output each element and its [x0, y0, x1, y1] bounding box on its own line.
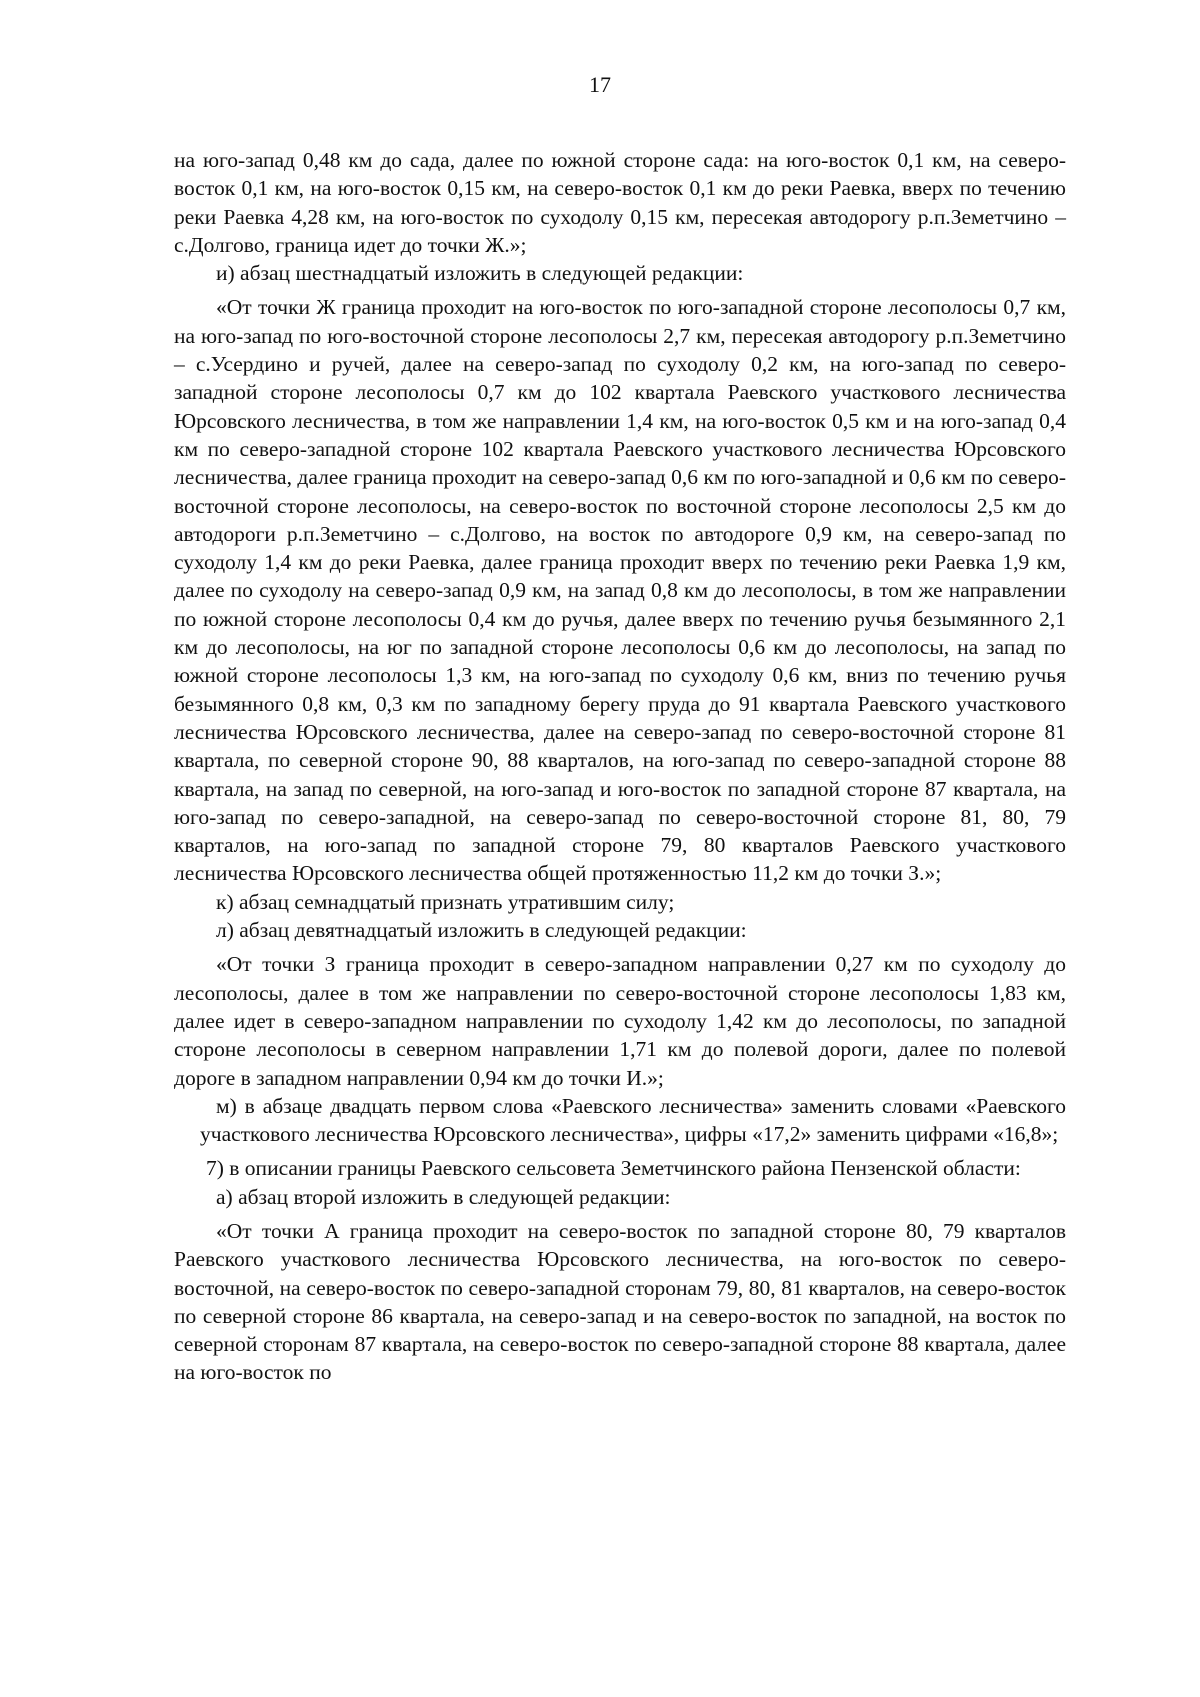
document-body	[174, 146, 1066, 1387]
paragraph-item-m: м) в абзаце двадцать первом слова «Раевского лесничества» заменить словами «Раевского участкового лесничества Юрсовского лесничества», цифры «17,2» заменить цифрами «16,8»;	[200, 1093, 1066, 1147]
paragraph-quote-zh: «От точки Ж граница проходит на юго-восток по юго-западной стороне лесополосы 0,7 км, на юго-запад по юго-восточной стороне лесополосы 2,7 км, пересекая автодорогу р.п.Земетчино – с.Усердино и ручей, далее на северо-запад по суходолу 0,2 км, на юго-запад по северо-западной стороне лесополосы 0,7 км до 102 квартала Раевского участкового лесничества Юрсовского лесничества, в том же направлении 1,4 км, на юго-восток 0,5 км и на юго-запад 0,4 км по северо-западной стороне 102 квартала Раевского участкового лесничества Юрсовского лесничества, далее граница проходит на северо-запад 0,6 км по юго-западной и 0,6 км по северо-восточной стороне лесополосы, на северо-восток по восточной стороне лесополосы 2,5 км до автодороги р.п.Земетчино – с.Долгово, на восток по автодороге 0,9 км, на северо-запад по суходолу 1,4 км до реки Раевка, далее граница проходит вверх по течению реки Раевка 1,9 км, далее по суходолу на северо-запад 0,9 км, на запад 0,8 км до лесополосы, в том же направлении по южной стороне лесополосы 0,4 км до ручья, далее вверх по течению ручья безымянного 2,1 км до лесополосы, на юг по западной стороне лесополосы 0,6 км до лесополосы, на запад по южной стороне лесополосы 1,3 км, на юго-запад по суходолу 0,6 км, вниз по течению ручья безымянного 0,8 км, 0,3 км по западному берегу пруда до 91 квартала Раевского участкового лесничества Юрсовского лесничества, далее на северо-запад по северо-восточной стороне 81 квартала, по северной стороне 90, 88 кварталов, на юго-запад по северо-западной стороне 88 квартала, на запад по северной, на юго-запад и юго-восток по западной стороне 87 квартала, на юго-запад по северо-западной, на северо-запад по северо-восточной стороне 81, 80, 79 кварталов, на юго-запад по западной стороне 79, 80 кварталов Раевского участкового лесничества Юрсовского лесничества общей протяженностью 11,2 км до точки З.»;	[174, 295, 1066, 886]
paragraph-quote-a: «От точки А граница проходит на северо-восток по западной стороне 80, 79 кварталов Раевского участкового лесничества Юрсовского лесничества, на юго-восток по северо-восточной, на северо-восток по северо-западной сторонам 79, 80, 81 кварталов, на северо-восток по северной стороне 86 квартала, на северо-запад и на северо-восток по западной, на восток по северной сторонам 87 квартала, на северо-восток по северо-западной стороне 88 квартала, далее на юго-восток по	[174, 1218, 1066, 1385]
paragraph-item-k: к) абзац семнадцатый признать утратившим силу;	[216, 889, 675, 914]
paragraph-quote-z: «От точки З граница проходит в северо-западном направлении 0,27 км по суходолу до лесополосы, далее в том же направлении по северо-восточной стороне лесополосы 1,83 км, далее идет в северо-западном направлении по суходолу 1,42 км до лесополосы, по западной стороне лесополосы в северном направлении 1,71 км до полевой дороги, далее по полевой дороге в западном направлении 0,94 км до точки И.»;	[174, 952, 1066, 1090]
paragraph-item-i: и) абзац шестнадцатый изложить в следующей редакции:	[216, 261, 744, 286]
paragraph-item-7: 7) в описании границы Раевского сельсовета Земетчинского района Пензенской области:	[206, 1156, 1021, 1181]
page-number: 17	[589, 72, 611, 97]
paragraph-continuation: на юго-запад 0,48 км до сада, далее по южной стороне сада: на юго-восток 0,1 км, на северо-восток 0,1 км, на юго-восток 0,15 км, на северо-восток 0,1 км до реки Раевка, вверх по течению реки Раевка 4,28 км, на юго-восток по суходолу 0,15 км, пересекая автодорогу р.п.Земетчино – с.Долгово, граница идет до точки Ж.»;	[174, 148, 1066, 257]
paragraph-item-a: а) абзац второй изложить в следующей редакции:	[216, 1184, 671, 1209]
paragraph-item-l: л) абзац девятнадцатый изложить в следующей редакции:	[216, 918, 747, 943]
